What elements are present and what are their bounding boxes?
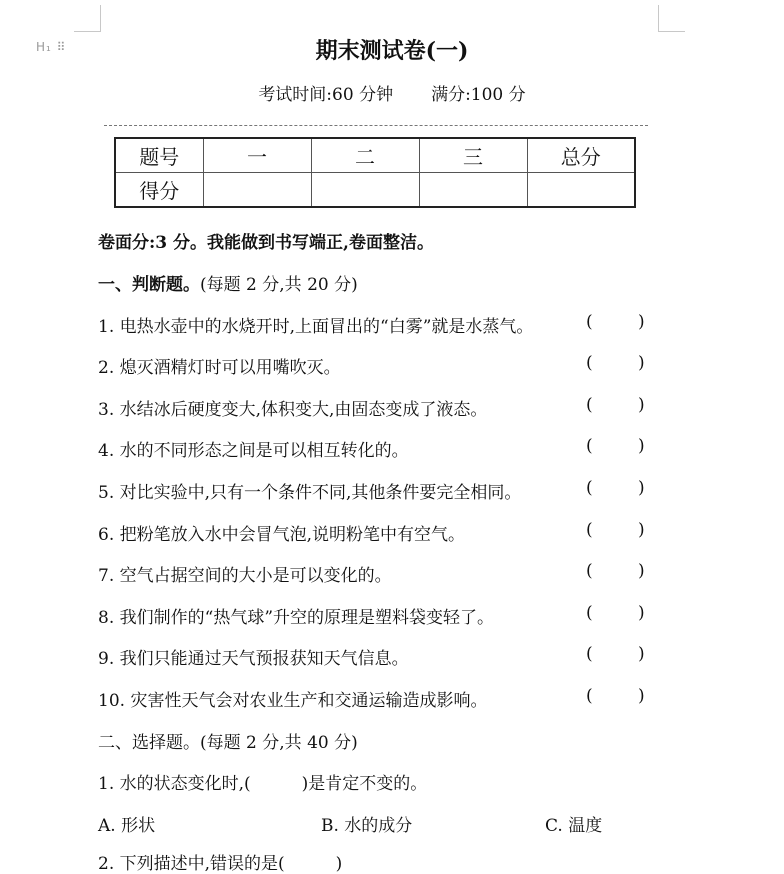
score-table-header-row xyxy=(115,138,635,173)
score-table-cell: 三 xyxy=(419,138,527,173)
score-table-blank-cell[interactable] xyxy=(311,173,419,208)
score-table-blank-cell[interactable] xyxy=(203,173,311,208)
question-text: 10. 灾害性天气会对农业生产和交通运输造成影响。 xyxy=(98,691,488,711)
option-a[interactable]: A. 形状 xyxy=(98,816,156,836)
question-text: 8. 我们制作的“热气球”升空的原理是塑料袋变轻了。 xyxy=(98,608,495,628)
answer-paren-open[interactable]: ( xyxy=(586,520,593,540)
question-text: 5. 对比实验中,只有一个条件不同,其他条件要完全相同。 xyxy=(98,483,522,503)
neatness-note: 卷面分:3 分。我能做到书写端正,卷面整洁。 xyxy=(98,233,434,253)
question-text: 1. 电热水壶中的水烧开时,上面冒出的“白雾”就是水蒸气。 xyxy=(98,317,534,337)
option-b[interactable]: B. 水的成分 xyxy=(321,816,413,836)
answer-paren-open[interactable]: ( xyxy=(586,603,593,623)
answer-paren-close: ) xyxy=(638,436,645,456)
option-c[interactable]: C. 温度 xyxy=(545,816,603,836)
section1-note: (每题 2 分,共 20 分) xyxy=(200,275,358,295)
answer-paren-open[interactable]: ( xyxy=(586,353,593,373)
answer-paren-close: ) xyxy=(638,603,645,623)
answer-paren-open[interactable]: ( xyxy=(586,395,593,415)
score-table-cell: 一 xyxy=(203,138,311,173)
exam-full-score: 满分:100 分 xyxy=(431,85,526,105)
score-table-cell: 得分 xyxy=(115,173,203,208)
answer-paren-open[interactable]: ( xyxy=(586,478,593,498)
dashed-divider xyxy=(104,125,648,126)
exam-time: 考试时间:60 分钟 xyxy=(258,85,394,105)
score-table-cell: 总分 xyxy=(527,138,635,173)
score-table-cell: 二 xyxy=(311,138,419,173)
question-text: 3. 水结冰后硬度变大,体积变大,由固态变成了液态。 xyxy=(98,400,488,420)
question-text: 6. 把粉笔放入水中会冒气泡,说明粉笔中有空气。 xyxy=(98,525,466,545)
question-text: 4. 水的不同形态之间是可以相互转化的。 xyxy=(98,441,409,461)
answer-paren-close: ) xyxy=(638,644,645,664)
answer-paren-open[interactable]: ( xyxy=(586,436,593,456)
page-corner-mark-right xyxy=(658,5,685,32)
section2-title: 二、选择题。 xyxy=(98,733,200,753)
score-table-blank-cell[interactable] xyxy=(527,173,635,208)
page-title: 期末测试卷(一) xyxy=(315,38,469,64)
question-text: 1. 水的状态变化时,( )是肯定不变的。 xyxy=(98,774,428,794)
section2-note: (每题 2 分,共 40 分) xyxy=(200,733,358,753)
question-text: 2. 下列描述中,错误的是( ) xyxy=(98,854,343,874)
exam-info xyxy=(0,80,784,105)
question-text: 9. 我们只能通过天气预报获知天气信息。 xyxy=(98,649,409,669)
answer-paren-close: ) xyxy=(638,520,645,540)
answer-paren-open[interactable]: ( xyxy=(586,644,593,664)
score-table-blank-cell[interactable] xyxy=(419,173,527,208)
score-table xyxy=(114,137,636,208)
section1-heading xyxy=(98,270,358,295)
question-text: 7. 空气占据空间的大小是可以变化的。 xyxy=(98,566,392,586)
answer-paren-close: ) xyxy=(638,312,645,332)
answer-paren-open[interactable]: ( xyxy=(586,561,593,581)
answer-paren-open[interactable]: ( xyxy=(586,686,593,706)
question-text: 2. 熄灭酒精灯时可以用嘴吹灭。 xyxy=(98,358,341,378)
answer-paren-close: ) xyxy=(638,561,645,581)
answer-paren-close: ) xyxy=(638,395,645,415)
section1-title: 一、判断题。 xyxy=(98,275,200,295)
score-table-score-row xyxy=(115,173,635,208)
section2-heading xyxy=(98,728,358,753)
answer-paren-close: ) xyxy=(638,478,645,498)
answer-paren-open[interactable]: ( xyxy=(586,312,593,332)
answer-paren-close: ) xyxy=(638,686,645,706)
answer-paren-close: ) xyxy=(638,353,645,373)
heading-drag-handle-icon[interactable]: H₁ ⠿ xyxy=(36,40,67,54)
score-table-cell: 题号 xyxy=(115,138,203,173)
page-corner-mark-left xyxy=(74,5,101,32)
